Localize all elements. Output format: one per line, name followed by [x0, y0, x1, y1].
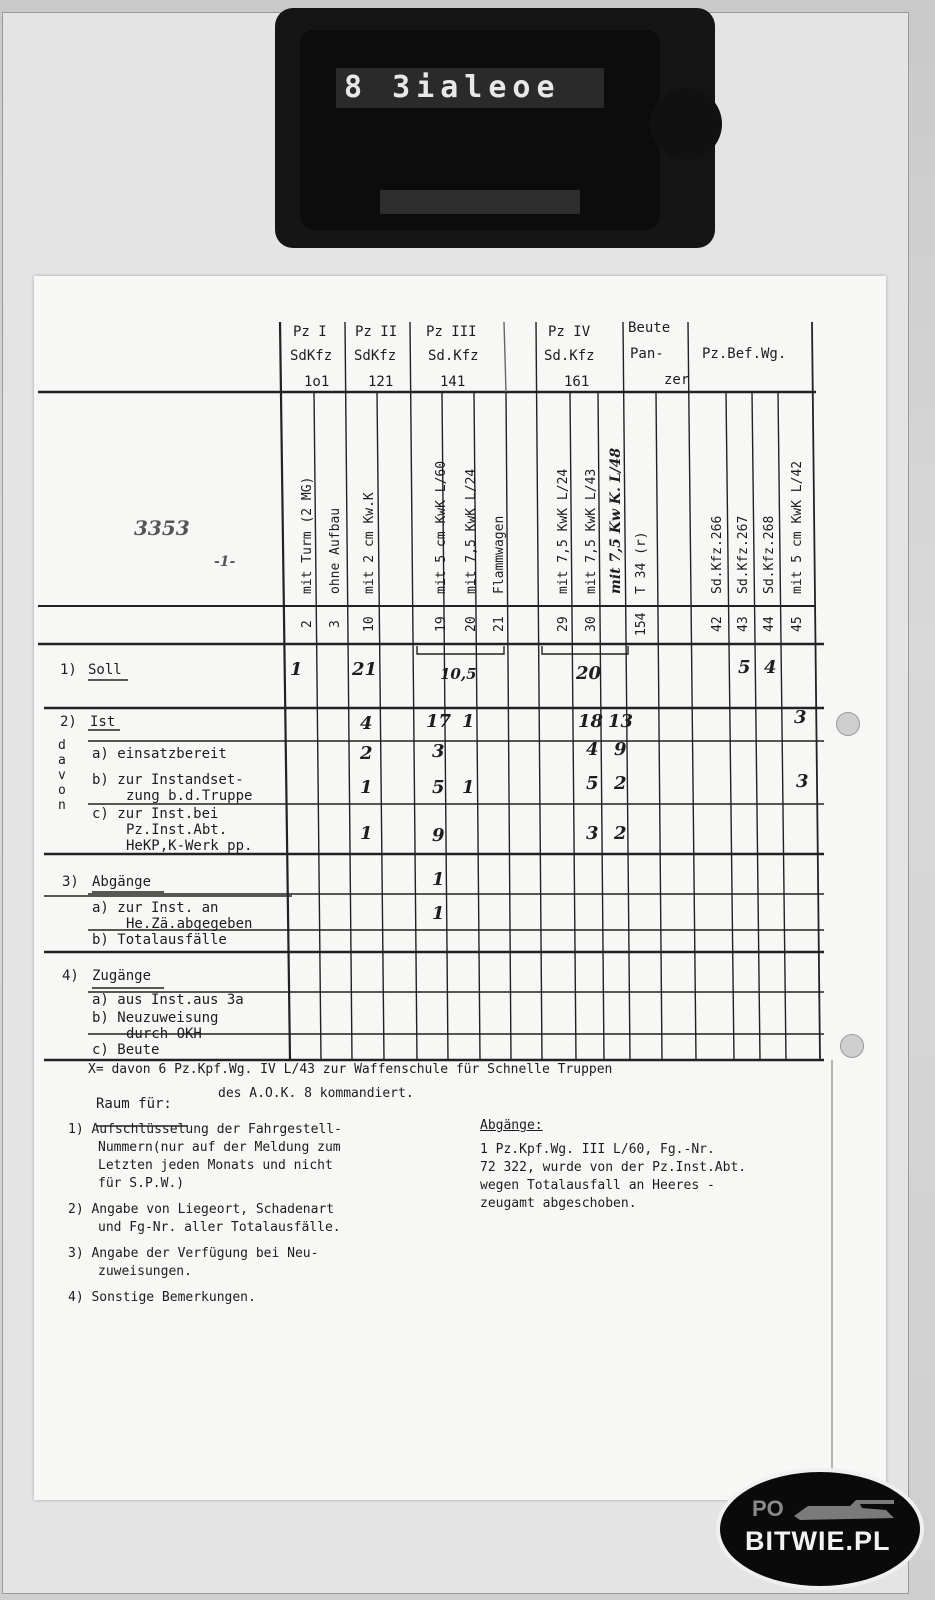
note-1b: Nummern(nur auf der Meldung zum — [98, 1140, 341, 1155]
col-num-21: 21 — [492, 616, 507, 632]
val-a-l60: 3 — [432, 741, 445, 762]
val-c-l60: 9 — [432, 825, 445, 846]
row-b-instandsetzung-2: zung b.d.Truppe — [126, 788, 253, 804]
header-pz2: Pz II — [355, 324, 398, 340]
header-pz3-num: 141 — [440, 374, 466, 390]
val-a-pz2: 2 — [360, 743, 373, 764]
header-pz1-num: 1o1 — [304, 374, 330, 390]
note-4: 4) Sonstige Bemerkungen. — [68, 1290, 256, 1305]
row-abgaenge-label: Abgänge — [92, 874, 152, 890]
handwritten-mark: -1- — [214, 554, 236, 570]
header-pz2-sdkfz: SdKfz — [354, 348, 397, 364]
note-2a: 2) Angabe von Liegeort, Schadenart — [68, 1202, 335, 1217]
col-label-pz4-l48-handwritten: mit 7,5 Kw K. L/48 — [608, 447, 624, 594]
note-1c: Letzten jeden Monats und nicht — [98, 1158, 333, 1173]
val-ist-l24: 1 — [462, 711, 475, 732]
abgaenge-note-3: wegen Totalausfall an Heeres - — [480, 1178, 715, 1193]
col-num-3: 3 — [328, 620, 343, 628]
archive-number-label: 8 3ialeoe — [336, 68, 604, 108]
punch-hole-top — [836, 712, 860, 736]
header-pz4: Pz IV — [548, 324, 591, 340]
col-num-19: 19 — [434, 616, 449, 632]
col-label-sdkfz267: Sd.Kfz.267 — [736, 515, 751, 594]
report-sheet — [34, 276, 886, 1500]
logo-text-top: PO — [752, 1496, 784, 1521]
val-ist-l60: 17 — [426, 711, 452, 732]
val-b-l60: 5 — [432, 777, 445, 798]
val-abg-l60: 1 — [432, 869, 445, 890]
row-davon-vertical: davon — [58, 738, 66, 813]
col-label-75-l24: mit 7,5 KwK L/24 — [464, 468, 479, 594]
col-num-154: 154 — [634, 612, 649, 636]
punch-hole-bottom — [840, 1034, 864, 1058]
row-zugaenge-b: b) Neuzuweisung — [92, 1010, 219, 1026]
val-abg-a-l60: 1 — [432, 903, 445, 924]
val-ist-kwk-l42: 3 — [794, 707, 807, 728]
col-label-flammwagen: Flammwagen — [492, 515, 507, 594]
row-zugaenge-label: Zugänge — [92, 968, 152, 984]
row-zugaenge-number: 4) — [62, 968, 79, 984]
row-abgaenge-a: a) zur Inst. an — [92, 900, 219, 916]
val-b-kwk-l42: 3 — [796, 771, 809, 792]
raum-fuer-label: Raum für: — [96, 1096, 172, 1112]
val-a-pz4-l24: 4 — [586, 739, 599, 760]
row-zugaenge-c: c) Beute — [92, 1042, 160, 1058]
header-beute: Beute — [628, 320, 671, 336]
val-soll-sdkfz268: 4 — [764, 657, 777, 678]
col-label-pz4-l24: mit 7,5 KwK L/24 — [556, 468, 571, 594]
note-2b: und Fg-Nr. aller Totalausfälle. — [98, 1220, 341, 1235]
binder-clip-knob — [650, 88, 722, 160]
val-ist-pz2: 4 — [360, 713, 373, 734]
header-pz1: Pz I — [293, 324, 327, 340]
note-3a: 3) Angabe der Verfügung bei Neu- — [68, 1246, 319, 1261]
val-soll-pz2: 21 — [352, 659, 378, 680]
row-b-instandsetzung: b) zur Instandset- — [92, 772, 244, 788]
header-pz3: Pz III — [426, 324, 477, 340]
footnote-x-2: des A.O.K. 8 kommandiert. — [218, 1086, 414, 1101]
col-num-43: 43 — [736, 616, 751, 632]
col-num-44: 44 — [762, 616, 777, 632]
val-ist-pz4-l43: 13 — [608, 711, 634, 732]
header-pz4-num: 161 — [564, 374, 590, 390]
col-num-20: 20 — [464, 616, 479, 632]
col-label-5cm-l60: mit 5 cm KwK L/60 — [434, 460, 449, 594]
col-num-10: 10 — [362, 616, 377, 632]
val-soll-pz1: 1 — [290, 659, 303, 680]
val-b-pz4-l43: 2 — [614, 773, 627, 794]
col-label-pz4-l43: mit 7,5 KwK L/43 — [584, 468, 599, 594]
note-1d: für S.P.W.) — [98, 1176, 185, 1191]
abgaenge-note-2: 72 322, wurde von der Pz.Inst.Abt. — [480, 1160, 747, 1175]
col-label-ohne-aufbau: ohne Aufbau — [328, 507, 343, 594]
val-c-pz2: 1 — [360, 823, 373, 844]
note-3b: zuweisungen. — [98, 1264, 192, 1279]
col-label-5cm-l42: mit 5 cm KwK L/42 — [790, 460, 805, 594]
header-pz4-sdkfz: Sd.Kfz — [544, 348, 595, 364]
footnote-x: X= davon 6 Pz.Kpf.Wg. IV L/43 zur Waffenschule für Schnelle Truppen — [88, 1062, 613, 1077]
row-c-inst: c) zur Inst.bei — [92, 806, 219, 822]
col-label-2cm: mit 2 cm Kw.K — [362, 492, 377, 594]
row-a-einsatzbereit: a) einsatzbereit — [92, 746, 227, 762]
handwritten-number: 3353 — [134, 516, 190, 540]
val-b-pz2: 1 — [360, 777, 373, 798]
val-b-l24: 1 — [462, 777, 475, 798]
row-c-inst-3: HeKP,K-Werk pp. — [126, 838, 253, 854]
header-beute-zer: zer — [664, 372, 690, 388]
val-ist-pz4-l24: 18 — [578, 711, 604, 732]
col-label-turm: mit Turm (2 MG) — [300, 476, 315, 594]
val-c-pz4-l24: 3 — [586, 823, 599, 844]
row-soll-label: Soll — [88, 662, 122, 678]
row-soll-number: 1) — [60, 662, 77, 678]
row-c-inst-2: Pz.Inst.Abt. — [126, 822, 228, 838]
val-soll-sdkfz267: 5 — [738, 657, 751, 678]
row-abgaenge-number: 3) — [62, 874, 79, 890]
col-label-sdkfz266: Sd.Kfz.266 — [710, 515, 725, 594]
header-pzbefwg: Pz.Bef.Wg. — [702, 346, 787, 362]
row-ist-label: Ist — [90, 714, 116, 730]
val-soll-pz4: 20 — [576, 663, 602, 684]
val-c-pz4-l43: 2 — [614, 823, 627, 844]
logo-text-main: BITWIE.PL — [745, 1526, 891, 1556]
row-zugaenge-a: a) aus Inst.aus 3a — [92, 992, 244, 1008]
table-grid — [34, 276, 886, 1500]
header-pz1-sdkfz: SdKfz — [290, 348, 333, 364]
col-num-30: 30 — [584, 616, 599, 632]
header-pz2-num: 121 — [368, 374, 394, 390]
val-soll-pz3: 10,5 — [440, 665, 477, 683]
abgaenge-note-1: 1 Pz.Kpf.Wg. III L/60, Fg.-Nr. — [480, 1142, 715, 1157]
val-b-pz4-l24: 5 — [586, 773, 599, 794]
row-abgaenge-b: b) Totalausfälle — [92, 932, 227, 948]
abgaenge-note-title: Abgänge: — [480, 1118, 543, 1133]
header-pz3-sdkfz: Sd.Kfz — [428, 348, 479, 364]
tank-silhouette-icon — [790, 1496, 900, 1524]
note-1a: 1) Aufschlüsselung der Fahrgestell- — [68, 1122, 342, 1137]
row-ist-number: 2) — [60, 714, 77, 730]
row-abgaenge-a-2: He.Zä.abgegeben — [126, 916, 253, 932]
col-num-42: 42 — [710, 616, 725, 632]
col-num-45: 45 — [790, 616, 805, 632]
row-zugaenge-b-2: durch OKH — [126, 1026, 202, 1042]
abgaenge-note-4: zeugamt abgeschoben. — [480, 1196, 637, 1211]
header-beute-pan: Pan- — [630, 346, 664, 362]
col-num-2: 2 — [300, 620, 315, 628]
col-label-sdkfz268: Sd.Kfz.268 — [762, 515, 777, 594]
binder-clip-slot — [380, 190, 580, 214]
col-num-29: 29 — [556, 616, 571, 632]
val-a-pz4-l43: 9 — [614, 739, 627, 760]
col-label-t34: T 34 (r) — [634, 531, 649, 594]
